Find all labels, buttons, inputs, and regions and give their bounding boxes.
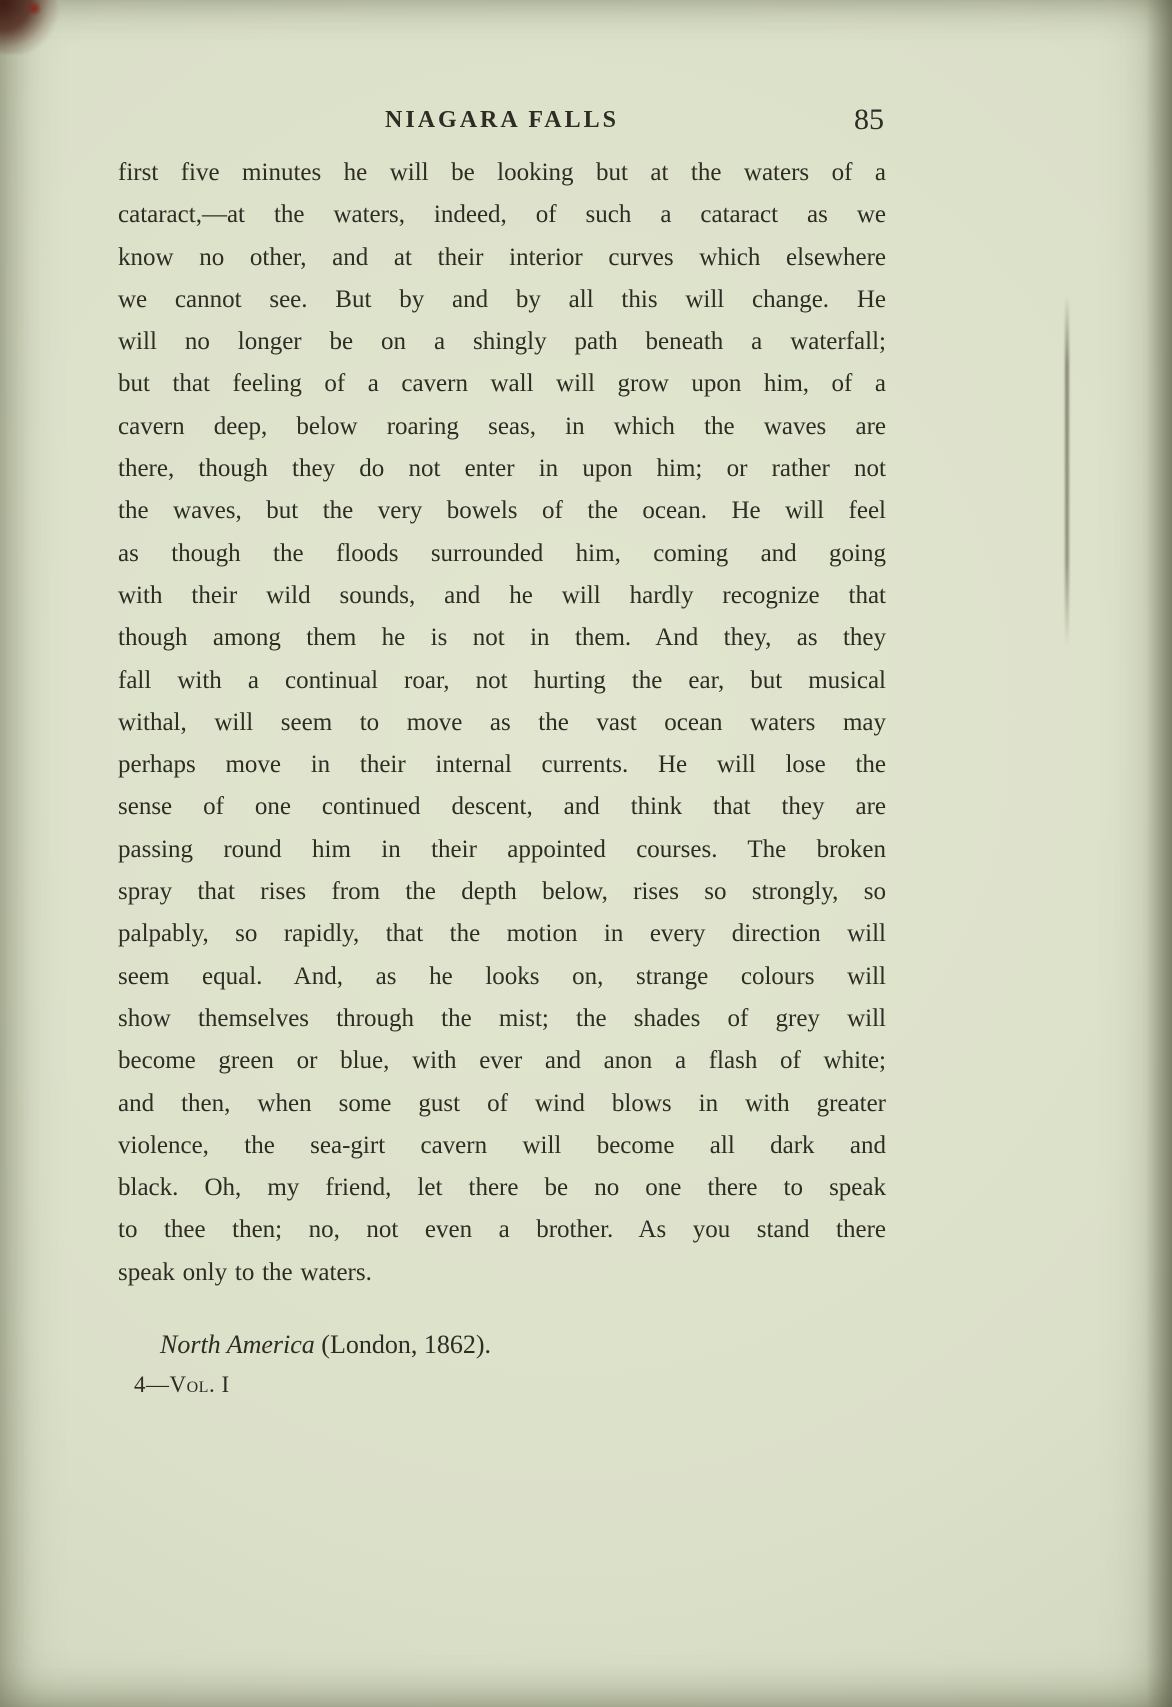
- text-line: fall with a continual roar, not hurting the ear, but musical: [118, 666, 886, 694]
- text-line: black. Oh, my friend, let there be no one there to speak: [118, 1174, 886, 1202]
- body-text: [118, 152, 886, 1294]
- text-line: seem equal. And, as he looks on, strange colours will: [118, 962, 886, 990]
- text-line: first five minutes he will be looking but at the waters of a: [118, 159, 886, 186]
- text-line: passing round him in their appointed courses. The broken: [118, 835, 886, 863]
- text-line: cavern deep, below roaring seas, in which the waves are: [118, 412, 886, 440]
- text-line: cataract,—at the waters, indeed, of such a cataract as we: [118, 201, 886, 229]
- text-line: though among them he is not in them. And they, as they: [118, 624, 886, 652]
- volume-signature: 4—Vol. I: [134, 1372, 230, 1397]
- text-line: and then, when some gust of wind blows in with greater: [118, 1089, 886, 1117]
- text-line: perhaps move in their internal currents. He will lose the: [118, 751, 886, 779]
- text-line: violence, the sea-girt cavern will become all dark and: [118, 1131, 886, 1159]
- text-line: with their wild sounds, and he will hardly recognize that: [118, 581, 886, 609]
- text-line: to thee then; no, not even a brother. As you stand there: [118, 1216, 886, 1244]
- text-line: there, though they do not enter in upon him; or rather not: [118, 455, 886, 483]
- text-line: know no other, and at their interior curves which elsewhere: [118, 243, 886, 271]
- text-line: we cannot see. But by and by all this will change. He: [118, 285, 886, 313]
- text-line: show themselves through the mist; the shades of grey will: [118, 1004, 886, 1032]
- scan-crease-right: [1065, 295, 1069, 645]
- text-line: sense of one continued descent, and think that they are: [118, 793, 886, 821]
- page-header-title: NIAGARA FALLS: [385, 107, 619, 133]
- citation-work-title: North America: [160, 1330, 315, 1359]
- scan-stain-fleck: [26, 2, 42, 15]
- text-line: speak only to the waters.: [118, 1258, 372, 1286]
- page-number: 85: [854, 103, 884, 136]
- text-line: will no longer be on a shingly path beneath a waterfall;: [118, 328, 886, 356]
- citation-publication: (London, 1862).: [314, 1330, 491, 1359]
- running-header: [118, 103, 886, 139]
- citation: [160, 1330, 491, 1360]
- text-line: as though the floods surrounded him, coming and going: [118, 539, 886, 567]
- text-line: spray that rises from the depth below, rises so strongly, so: [118, 878, 886, 906]
- scan-edge-shadow: [1146, 0, 1172, 1707]
- page-content: [118, 0, 886, 1707]
- text-line: the waves, but the very bowels of the ocean. He will feel: [118, 497, 886, 525]
- text-line: become green or blue, with ever and anon a flash of white;: [118, 1047, 886, 1075]
- text-line: withal, will seem to move as the vast ocean waters may: [118, 708, 886, 736]
- text-line: palpably, so rapidly, that the motion in every direction will: [118, 920, 886, 948]
- text-line: but that feeling of a cavern wall will grow upon him, of a: [118, 370, 886, 398]
